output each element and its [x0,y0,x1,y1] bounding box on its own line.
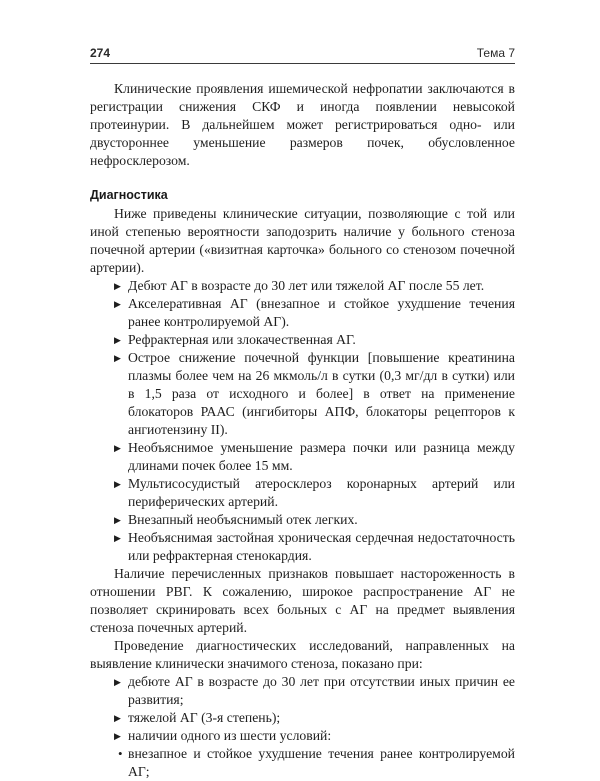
list-item [90,673,515,709]
list-item [90,475,515,511]
running-head [90,46,515,60]
list-item-text: Необъяснимая застойная хроническая сердечная недостаточность или рефрактерная стенокардия. [128,530,515,563]
paragraph-rvg-alertness: Наличие перечисленных признаков повышает настороженность в отношении РВГ. К сожалению, широкое распространение АГ не позволяет скринировать всех больных с АГ на предмет выявления стеноза почечных артерий. [90,566,515,635]
list-item-text: Необъяснимое уменьшение размера почки или разница между длинами почек более 15 мм. [128,440,515,473]
intro-paragraph: Клинические проявления ишемической нефропатии заключаются в регистрации снижения СКФ и иногда появлении невысокой протеинурии. В дальнейшем может регистрироваться одно- или двустороннее уменьшение размеров почек, обусловленное нефросклерозом. [90,81,515,168]
chapter-title: Тема 7 [476,46,515,60]
clinical-situations-list [90,277,515,565]
lead-paragraph: Ниже приведены клинические ситуации, позволяющие с той или иной степенью вероятности заподозрить наличие у больного стеноза почечной артерии («визитная карточка» больного со стенозом почечной артерии). [90,206,515,275]
conditions-sublist [90,745,515,781]
list-item [90,439,515,475]
triangle-bullet-icon: ▶ [114,677,121,687]
list-item [90,511,515,529]
list-item-text: Мультисосудистый атеросклероз коронарных артерий или периферических артерий. [128,476,515,509]
page-number: 274 [90,46,111,60]
triangle-bullet-icon: ▶ [114,281,121,291]
list-item-text: Рефрактерная или злокачественная АГ. [128,332,356,347]
list-item [90,745,515,781]
list-item-text: тяжелой АГ (3-я степень); [128,710,281,725]
list-item [90,529,515,565]
triangle-bullet-icon: ▶ [114,731,121,741]
paragraph-indications-intro: Проведение диагностических исследований, направленных на выявление клинически значимого стеноза, показано при: [90,638,515,671]
list-item-text: внезапное и стойкое ухудшение течения ранее контролируемой АГ; [128,746,515,779]
triangle-bullet-icon: ▶ [114,353,121,363]
section-heading: Диагностика [90,188,168,202]
triangle-bullet-icon: ▶ [114,335,121,345]
list-item-text: Дебют АГ в возрасте до 30 лет или тяжелой АГ после 55 лет. [128,278,485,293]
triangle-bullet-icon: ▶ [114,443,121,453]
book-page [90,46,515,781]
list-item [90,709,515,727]
dot-bullet-icon: • [118,746,123,761]
list-item [90,349,515,439]
triangle-bullet-icon: ▶ [114,533,121,543]
list-item-text: дебюте АГ в возрасте до 30 лет при отсутствии иных причин ее развития; [128,674,515,707]
indications-list [90,673,515,745]
list-item-text: наличии одного из шести условий: [128,728,332,743]
list-item-text: Внезапный необъяснимый отек легких. [128,512,358,527]
list-item [90,727,515,745]
list-item [90,295,515,331]
list-item [90,277,515,295]
triangle-bullet-icon: ▶ [114,713,121,723]
triangle-bullet-icon: ▶ [114,515,121,525]
triangle-bullet-icon: ▶ [114,299,121,309]
list-item-text: Акселеративная АГ (внезапное и стойкое ухудшение течения ранее контролируемой АГ). [128,296,515,329]
list-item [90,331,515,349]
triangle-bullet-icon: ▶ [114,479,121,489]
list-item-text: Острое снижение почечной функции [повышение креатинина плазмы более чем на 26 мкмоль/л в сутки (0,3 мг/дл в сутки) или в 1,5 раза от исходного и более] в ответ на применение блокаторов РААС (ингибиторы АПФ, блокаторы рецепторов к ангиотензину II). [128,350,515,437]
header-divider [90,63,515,64]
